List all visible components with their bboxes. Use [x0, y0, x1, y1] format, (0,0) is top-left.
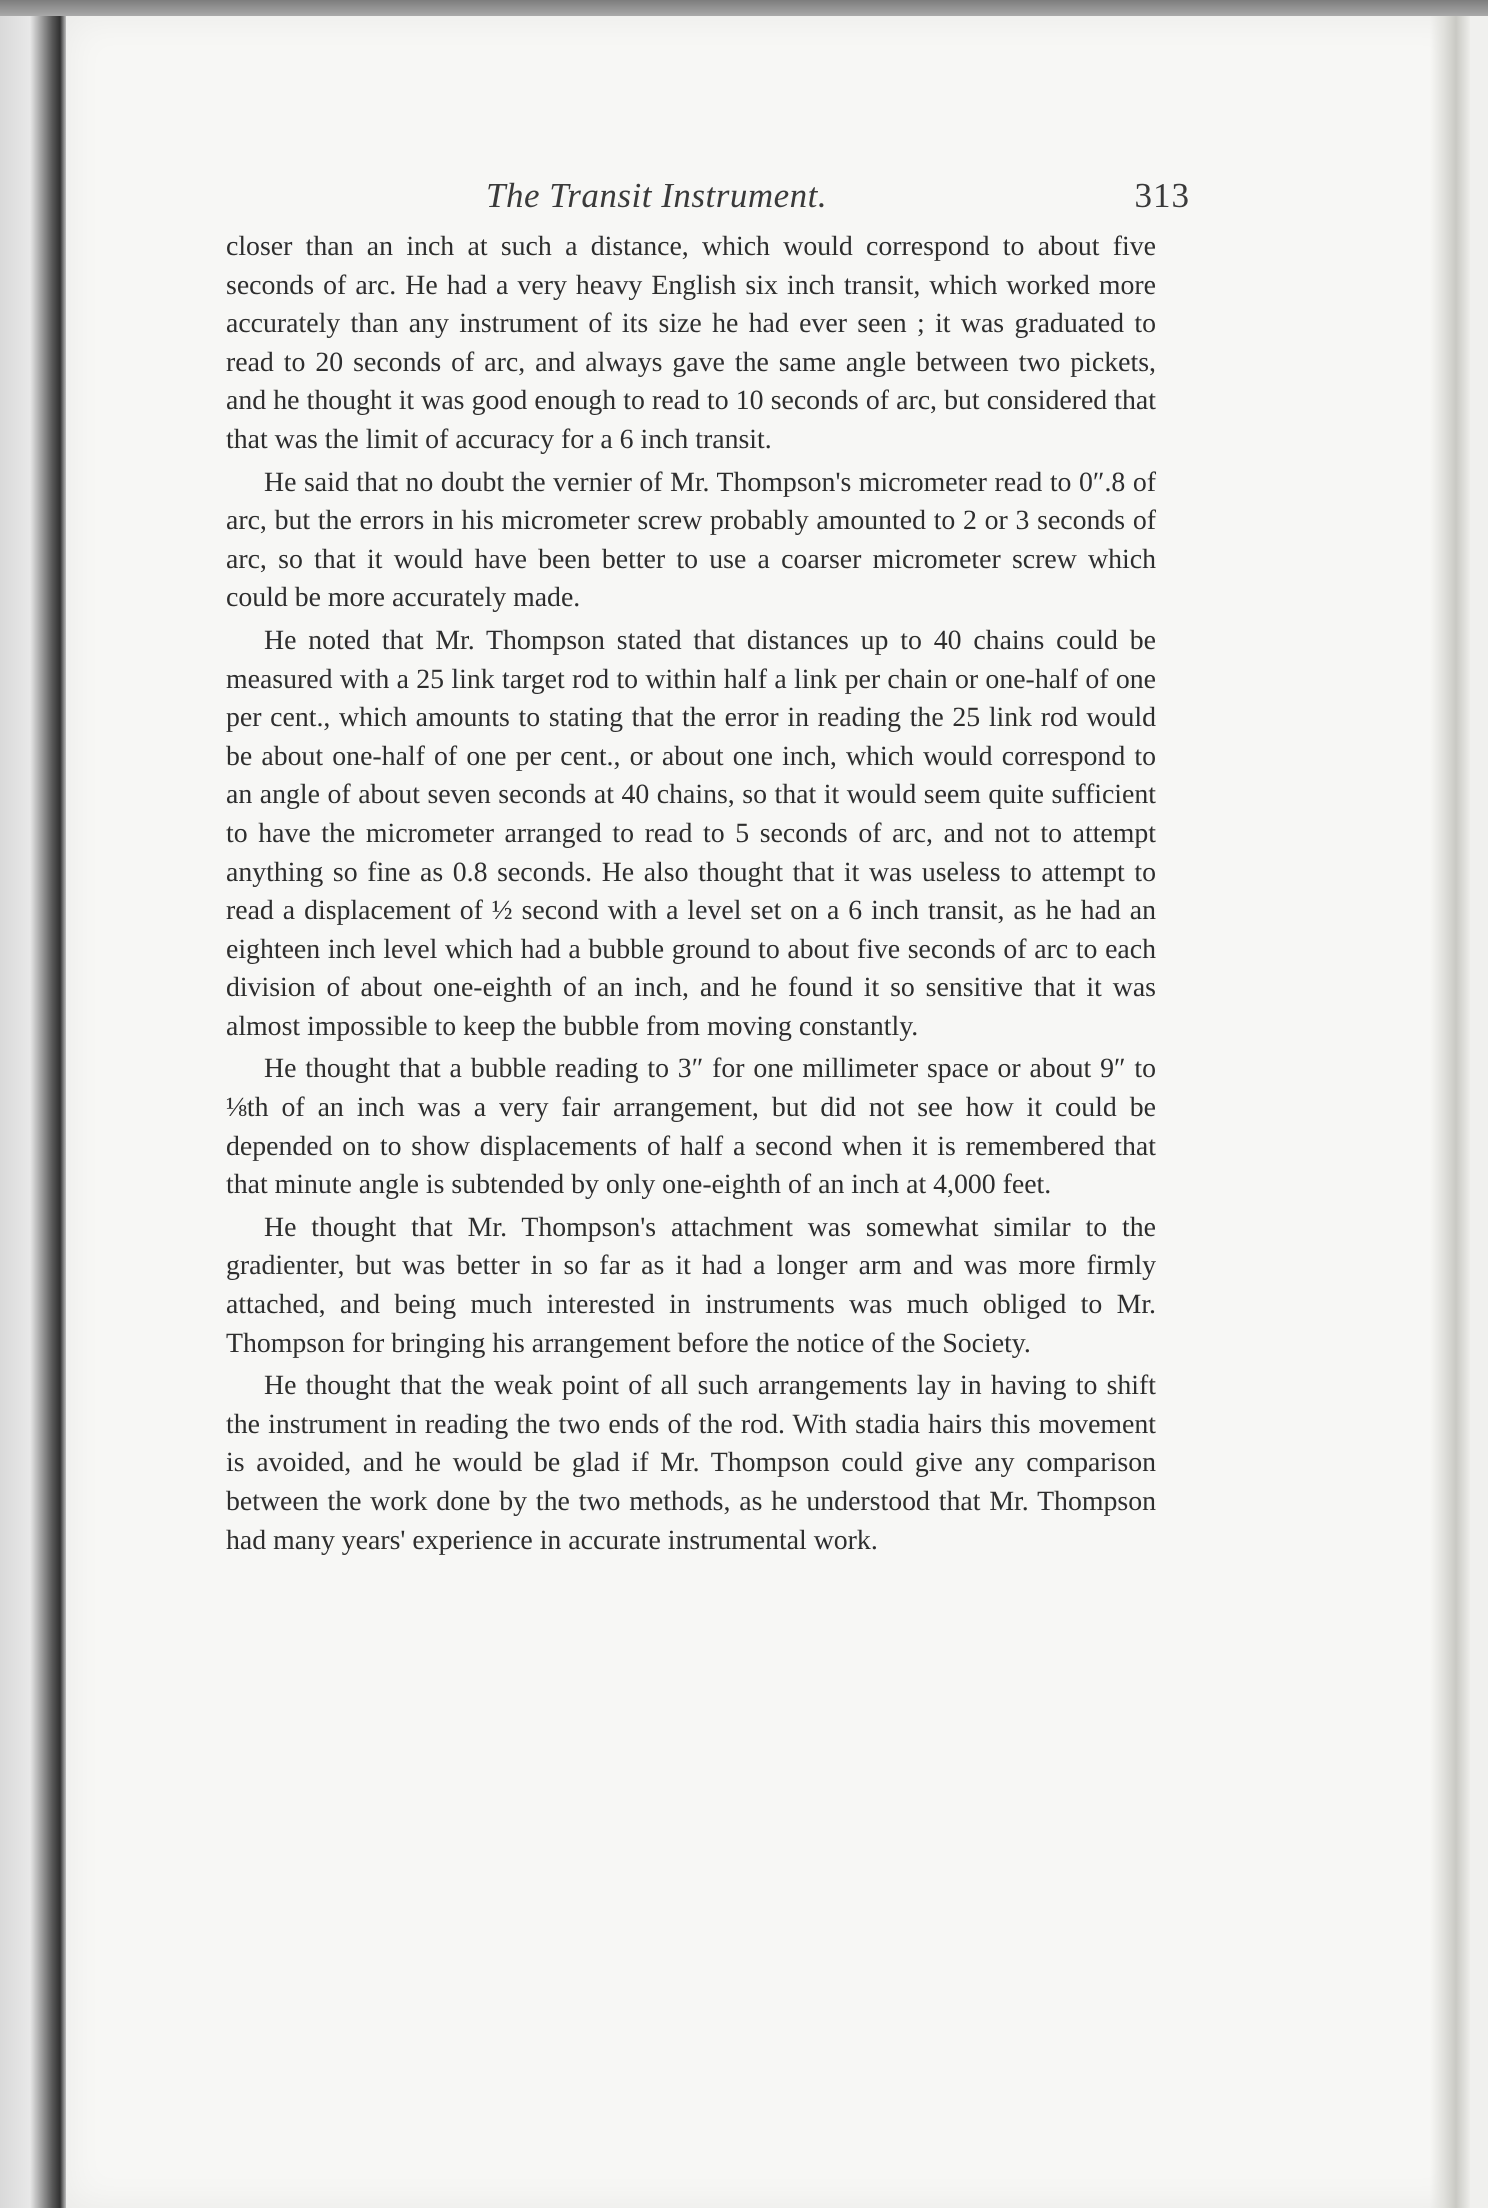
paragraph-6: He thought that the weak point of all such arrangements lay in having to shift the instrument in reading the two ends of the rod. With stadia hairs this movement is avoided, and he would be glad if Mr. Thompson could give any comparison between the work done by the two methods, as he understood that Mr. Thompson had many years' experience in accurate instrumental work. — [226, 1370, 1156, 1556]
body-text — [226, 228, 1156, 1564]
page-number: 313 — [1134, 176, 1190, 215]
paragraph-1: closer than an inch at such a distance, which would correspond to about five seconds of arc. He had a very heavy English six inch transit, which worked more accurately than any instrument of its size he had ever seen ; it was graduated to read to 20 seconds of arc, and always gave the same angle between two pickets, and he thought it was good enough to read to 10 seconds of arc, but considered that that was the limit of accuracy for a 6 inch transit. — [226, 231, 1156, 455]
running-title: The Transit Instrument. — [486, 176, 828, 215]
paragraph-4: He thought that a bubble reading to 3″ for one millimeter space or about 9″ to ⅛th of an inch was a very fair arrangement, but did not see how it could be depended on to show displacements of half a second when it is remembered that that minute angle is subtended by only one-eighth of an inch at 4,000 feet. — [226, 1053, 1156, 1201]
book-binding-gutter — [0, 16, 66, 2208]
page-right-edge — [1430, 16, 1470, 2208]
paragraph-2: He said that no doubt the vernier of Mr. Thompson's micrometer read to 0″.8 of arc, but the errors in his micrometer screw probably amounted to 2 or 3 seconds of arc, so that it would have been better to use a coarser micrometer screw which could be more accurately made. — [226, 466, 1156, 614]
page-header — [486, 176, 1190, 220]
scan-right-margin — [1470, 16, 1488, 2208]
paragraph-5: He thought that Mr. Thompson's attachment was somewhat similar to the gradienter, but was better in so far as it had a longer arm and was more firmly attached, and being much interested in instruments was much obliged to Mr. Thompson for bringing his arrangement before the notice of the Society. — [226, 1211, 1156, 1359]
paragraph-3: He noted that Mr. Thompson stated that distances up to 40 chains could be measured with a 25 link target rod to within half a link per chain or one-half of one per cent., which amounts to stating that the error in reading the 25 link rod would be about one-half of one per cent., or about one inch, which would correspond to an angle of about seven seconds at 40 chains, so that it would seem quite sufficient to have the micrometer arranged to read to 5 seconds of arc, and not to attempt anything so fine as 0.8 seconds. He also thought that it was useless to attempt to read a displacement of ½ second with a level set on a 6 inch transit, as he had an eighteen inch level which had a bubble ground to about five seconds of arc to each division of about one-eighth of an inch, and he found it so sensitive that it was almost impossible to keep the bubble from moving constantly. — [226, 624, 1156, 1042]
scan-top-edge — [0, 0, 1488, 16]
